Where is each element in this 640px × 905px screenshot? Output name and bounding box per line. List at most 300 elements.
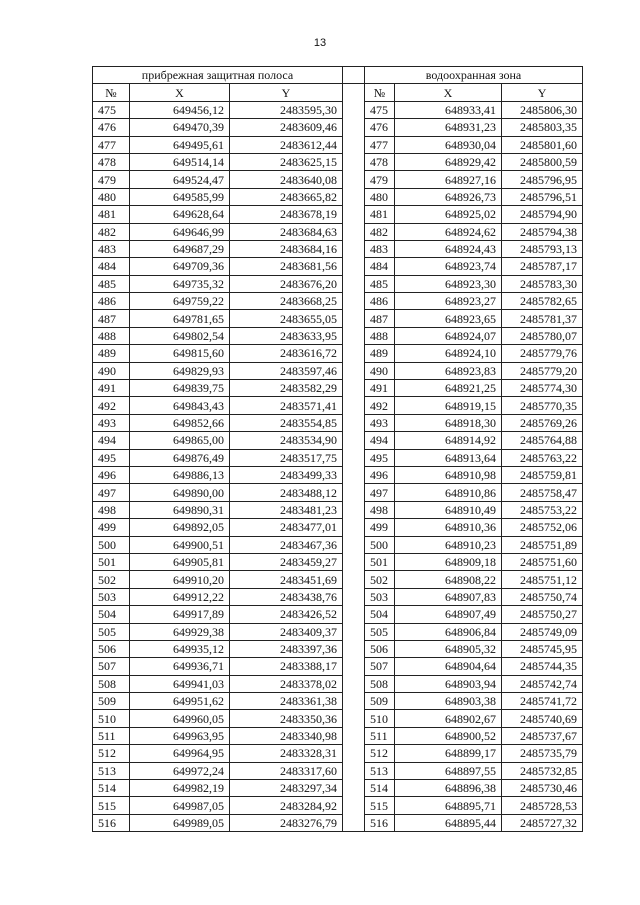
left-x-value: 649929,38	[130, 623, 230, 640]
left-x-value: 649987,05	[130, 797, 230, 814]
left-x-value: 649910,20	[130, 571, 230, 588]
left-x-value: 649964,95	[130, 745, 230, 762]
right-x-value: 648899,17	[395, 745, 502, 762]
table-row	[93, 640, 583, 657]
left-x-value: 649917,89	[130, 606, 230, 623]
left-point-number: 509	[93, 693, 130, 710]
right-x-value: 648923,27	[395, 293, 502, 310]
column-separator	[343, 727, 365, 744]
right-col-num-header: №	[365, 84, 395, 101]
column-separator	[343, 484, 365, 501]
right-point-number: 498	[365, 501, 395, 518]
table-row	[93, 414, 583, 431]
table-row	[93, 745, 583, 762]
left-point-number: 503	[93, 588, 130, 605]
right-point-number: 490	[365, 362, 395, 379]
left-y-value: 2483554,85	[230, 414, 343, 431]
right-y-value: 2485742,74	[502, 675, 583, 692]
right-y-value: 2485806,30	[502, 101, 583, 118]
column-separator	[343, 519, 365, 536]
table-row	[93, 693, 583, 710]
table-row	[93, 223, 583, 240]
right-x-value: 648906,84	[395, 623, 502, 640]
column-separator	[343, 136, 365, 153]
table-row	[93, 119, 583, 136]
left-y-value: 2483499,33	[230, 466, 343, 483]
table-row	[93, 206, 583, 223]
right-point-number: 480	[365, 188, 395, 205]
table-row	[93, 762, 583, 779]
left-y-value: 2483488,12	[230, 484, 343, 501]
left-y-value: 2483477,01	[230, 519, 343, 536]
right-point-number: 494	[365, 432, 395, 449]
left-y-value: 2483665,82	[230, 188, 343, 205]
table-row	[93, 449, 583, 466]
right-point-number: 502	[365, 571, 395, 588]
right-x-value: 648910,49	[395, 501, 502, 518]
table-row	[93, 571, 583, 588]
table-row	[93, 240, 583, 257]
right-y-value: 2485744,35	[502, 658, 583, 675]
right-point-number: 495	[365, 449, 395, 466]
left-point-number: 512	[93, 745, 130, 762]
column-separator	[343, 658, 365, 675]
right-y-value: 2485741,72	[502, 693, 583, 710]
column-separator	[343, 449, 365, 466]
left-x-value: 649963,95	[130, 727, 230, 744]
left-point-number: 499	[93, 519, 130, 536]
left-y-value: 2483676,20	[230, 275, 343, 292]
right-point-number: 506	[365, 640, 395, 657]
right-point-number: 492	[365, 397, 395, 414]
right-point-number: 513	[365, 762, 395, 779]
right-y-value: 2485793,13	[502, 240, 583, 257]
left-y-value: 2483595,30	[230, 101, 343, 118]
left-x-value: 649524,47	[130, 171, 230, 188]
left-y-value: 2483378,02	[230, 675, 343, 692]
right-point-number: 481	[365, 206, 395, 223]
left-x-value: 649781,65	[130, 310, 230, 327]
right-y-value: 2485780,07	[502, 327, 583, 344]
right-x-value: 648910,98	[395, 466, 502, 483]
left-x-value: 649456,12	[130, 101, 230, 118]
left-y-value: 2483276,79	[230, 814, 343, 831]
table-row	[93, 606, 583, 623]
right-x-value: 648909,18	[395, 553, 502, 570]
left-y-value: 2483517,75	[230, 449, 343, 466]
left-y-value: 2483684,16	[230, 240, 343, 257]
left-point-number: 476	[93, 119, 130, 136]
right-point-number: 488	[365, 327, 395, 344]
right-point-number: 500	[365, 536, 395, 553]
left-x-value: 649829,93	[130, 362, 230, 379]
right-col-x-header: X	[395, 84, 502, 101]
right-y-value: 2485783,30	[502, 275, 583, 292]
right-point-number: 484	[365, 258, 395, 275]
right-x-value: 648919,15	[395, 397, 502, 414]
column-separator	[343, 745, 365, 762]
table-row	[93, 153, 583, 170]
left-point-number: 475	[93, 101, 130, 118]
left-y-value: 2483481,23	[230, 501, 343, 518]
table-row	[93, 814, 583, 831]
column-header-row	[93, 84, 583, 101]
table-row	[93, 275, 583, 292]
right-x-value: 648900,52	[395, 727, 502, 744]
left-x-value: 649935,12	[130, 640, 230, 657]
left-point-number: 505	[93, 623, 130, 640]
left-y-value: 2483612,44	[230, 136, 343, 153]
left-y-value: 2483297,34	[230, 780, 343, 797]
left-y-value: 2483633,95	[230, 327, 343, 344]
left-point-number: 487	[93, 310, 130, 327]
right-y-value: 2485750,74	[502, 588, 583, 605]
left-point-number: 477	[93, 136, 130, 153]
right-y-value: 2485735,79	[502, 745, 583, 762]
table-row	[93, 432, 583, 449]
left-point-number: 484	[93, 258, 130, 275]
left-y-value: 2483317,60	[230, 762, 343, 779]
column-separator	[343, 310, 365, 327]
right-y-value: 2485764,88	[502, 432, 583, 449]
left-x-value: 649905,81	[130, 553, 230, 570]
left-y-value: 2483534,90	[230, 432, 343, 449]
left-x-value: 649865,00	[130, 432, 230, 449]
left-x-value: 649982,19	[130, 780, 230, 797]
column-separator	[343, 640, 365, 657]
right-x-value: 648908,22	[395, 571, 502, 588]
left-point-number: 507	[93, 658, 130, 675]
right-y-value: 2485730,46	[502, 780, 583, 797]
left-point-number: 494	[93, 432, 130, 449]
right-y-value: 2485801,60	[502, 136, 583, 153]
left-point-number: 504	[93, 606, 130, 623]
right-point-number: 475	[365, 101, 395, 118]
column-separator	[343, 293, 365, 310]
table-row	[93, 727, 583, 744]
right-point-number: 514	[365, 780, 395, 797]
column-separator	[343, 536, 365, 553]
left-x-value: 649514,14	[130, 153, 230, 170]
left-point-number: 493	[93, 414, 130, 431]
table-row	[93, 136, 583, 153]
right-point-number: 477	[365, 136, 395, 153]
table-row	[93, 710, 583, 727]
right-point-number: 497	[365, 484, 395, 501]
column-separator	[343, 553, 365, 570]
left-y-value: 2483678,19	[230, 206, 343, 223]
left-x-value: 649890,31	[130, 501, 230, 518]
table-row	[93, 362, 583, 379]
right-point-number: 510	[365, 710, 395, 727]
right-x-value: 648902,67	[395, 710, 502, 727]
right-point-number: 496	[365, 466, 395, 483]
right-point-number: 508	[365, 675, 395, 692]
left-point-number: 506	[93, 640, 130, 657]
column-separator	[343, 675, 365, 692]
table-row	[93, 345, 583, 362]
left-point-number: 486	[93, 293, 130, 310]
left-point-number: 514	[93, 780, 130, 797]
left-point-number: 511	[93, 727, 130, 744]
right-x-value: 648907,49	[395, 606, 502, 623]
right-y-value: 2485782,65	[502, 293, 583, 310]
right-point-number: 509	[365, 693, 395, 710]
right-x-value: 648897,55	[395, 762, 502, 779]
right-x-value: 648910,23	[395, 536, 502, 553]
right-point-number: 478	[365, 153, 395, 170]
column-separator	[343, 414, 365, 431]
table-row	[93, 658, 583, 675]
column-separator	[343, 362, 365, 379]
right-y-value: 2485751,12	[502, 571, 583, 588]
left-point-number: 495	[93, 449, 130, 466]
left-point-number: 513	[93, 762, 130, 779]
column-separator	[343, 380, 365, 397]
right-y-value: 2485753,22	[502, 501, 583, 518]
left-x-value: 649890,00	[130, 484, 230, 501]
right-point-number: 487	[365, 310, 395, 327]
left-point-number: 479	[93, 171, 130, 188]
left-point-number: 497	[93, 484, 130, 501]
right-section-title: водоохранная зона	[365, 67, 583, 84]
left-point-number: 483	[93, 240, 130, 257]
right-point-number: 476	[365, 119, 395, 136]
right-x-value: 648931,23	[395, 119, 502, 136]
column-separator	[343, 762, 365, 779]
right-point-number: 512	[365, 745, 395, 762]
right-y-value: 2485794,90	[502, 206, 583, 223]
page-number: 13	[313, 37, 327, 49]
left-y-value: 2483625,15	[230, 153, 343, 170]
column-separator	[343, 797, 365, 814]
right-y-value: 2485749,09	[502, 623, 583, 640]
left-x-value: 649815,60	[130, 345, 230, 362]
left-x-value: 649646,99	[130, 223, 230, 240]
left-point-number: 516	[93, 814, 130, 831]
left-y-value: 2483284,92	[230, 797, 343, 814]
left-point-number: 481	[93, 206, 130, 223]
left-x-value: 649951,62	[130, 693, 230, 710]
left-point-number: 478	[93, 153, 130, 170]
right-x-value: 648924,10	[395, 345, 502, 362]
right-y-value: 2485759,81	[502, 466, 583, 483]
right-x-value: 648895,71	[395, 797, 502, 814]
column-separator	[343, 606, 365, 623]
left-y-value: 2483571,41	[230, 397, 343, 414]
right-x-value: 648923,74	[395, 258, 502, 275]
right-point-number: 507	[365, 658, 395, 675]
table-row	[93, 188, 583, 205]
column-separator	[343, 501, 365, 518]
right-y-value: 2485737,67	[502, 727, 583, 744]
column-separator	[343, 571, 365, 588]
table-row	[93, 623, 583, 640]
right-x-value: 648923,30	[395, 275, 502, 292]
column-separator	[343, 466, 365, 483]
right-x-value: 648926,73	[395, 188, 502, 205]
right-x-value: 648913,64	[395, 449, 502, 466]
right-point-number: 511	[365, 727, 395, 744]
right-x-value: 648925,02	[395, 206, 502, 223]
table-row	[93, 327, 583, 344]
right-point-number: 503	[365, 588, 395, 605]
table-row	[93, 171, 583, 188]
right-y-value: 2485794,38	[502, 223, 583, 240]
right-x-value: 648924,62	[395, 223, 502, 240]
column-separator	[343, 188, 365, 205]
left-y-value: 2483668,25	[230, 293, 343, 310]
column-separator	[343, 397, 365, 414]
right-col-y-header: Y	[502, 84, 583, 101]
right-x-value: 648895,44	[395, 814, 502, 831]
right-y-value: 2485774,30	[502, 380, 583, 397]
right-x-value: 648914,92	[395, 432, 502, 449]
table-row	[93, 293, 583, 310]
left-x-value: 649912,22	[130, 588, 230, 605]
column-separator	[343, 171, 365, 188]
left-point-number: 502	[93, 571, 130, 588]
right-x-value: 648903,94	[395, 675, 502, 692]
left-y-value: 2483681,56	[230, 258, 343, 275]
left-point-number: 491	[93, 380, 130, 397]
right-point-number: 479	[365, 171, 395, 188]
table-row	[93, 380, 583, 397]
left-point-number: 500	[93, 536, 130, 553]
table-row	[93, 536, 583, 553]
right-y-value: 2485740,69	[502, 710, 583, 727]
left-y-value: 2483467,36	[230, 536, 343, 553]
right-y-value: 2485751,89	[502, 536, 583, 553]
column-separator	[343, 780, 365, 797]
left-x-value: 649936,71	[130, 658, 230, 675]
right-y-value: 2485779,76	[502, 345, 583, 362]
table-row	[93, 519, 583, 536]
left-point-number: 485	[93, 275, 130, 292]
table-row	[93, 310, 583, 327]
left-y-value: 2483328,31	[230, 745, 343, 762]
right-y-value: 2485745,95	[502, 640, 583, 657]
left-x-value: 649802,54	[130, 327, 230, 344]
left-point-number: 501	[93, 553, 130, 570]
column-separator	[343, 814, 365, 831]
right-y-value: 2485728,53	[502, 797, 583, 814]
right-y-value: 2485803,35	[502, 119, 583, 136]
right-point-number: 489	[365, 345, 395, 362]
column-separator	[343, 588, 365, 605]
left-x-value: 649886,13	[130, 466, 230, 483]
left-x-value: 649852,66	[130, 414, 230, 431]
column-separator	[343, 327, 365, 344]
left-point-number: 508	[93, 675, 130, 692]
right-point-number: 493	[365, 414, 395, 431]
right-y-value: 2485750,27	[502, 606, 583, 623]
right-x-value: 648923,65	[395, 310, 502, 327]
right-y-value: 2485727,32	[502, 814, 583, 831]
right-y-value: 2485758,47	[502, 484, 583, 501]
left-x-value: 649989,05	[130, 814, 230, 831]
right-x-value: 648910,36	[395, 519, 502, 536]
table-row	[93, 675, 583, 692]
right-y-value: 2485800,59	[502, 153, 583, 170]
right-y-value: 2485787,17	[502, 258, 583, 275]
left-y-value: 2483340,98	[230, 727, 343, 744]
right-y-value: 2485779,20	[502, 362, 583, 379]
right-point-number: 499	[365, 519, 395, 536]
column-separator	[343, 345, 365, 362]
left-y-value: 2483459,27	[230, 553, 343, 570]
left-y-value: 2483597,46	[230, 362, 343, 379]
left-y-value: 2483438,76	[230, 588, 343, 605]
left-x-value: 649839,75	[130, 380, 230, 397]
left-y-value: 2483426,52	[230, 606, 343, 623]
left-x-value: 649900,51	[130, 536, 230, 553]
right-point-number: 504	[365, 606, 395, 623]
table-row	[93, 397, 583, 414]
right-x-value: 648896,38	[395, 780, 502, 797]
table-row	[93, 553, 583, 570]
right-x-value: 648929,42	[395, 153, 502, 170]
left-x-value: 649759,22	[130, 293, 230, 310]
left-y-value: 2483451,69	[230, 571, 343, 588]
right-point-number: 491	[365, 380, 395, 397]
column-separator	[343, 240, 365, 257]
left-point-number: 515	[93, 797, 130, 814]
right-point-number: 483	[365, 240, 395, 257]
column-separator	[343, 223, 365, 240]
left-x-value: 649876,49	[130, 449, 230, 466]
left-x-value: 649972,24	[130, 762, 230, 779]
right-point-number: 485	[365, 275, 395, 292]
left-y-value: 2483616,72	[230, 345, 343, 362]
table-row	[93, 501, 583, 518]
right-y-value: 2485763,22	[502, 449, 583, 466]
left-point-number: 490	[93, 362, 130, 379]
right-x-value: 648904,64	[395, 658, 502, 675]
left-x-value: 649585,99	[130, 188, 230, 205]
right-x-value: 648905,32	[395, 640, 502, 657]
left-x-value: 649960,05	[130, 710, 230, 727]
table-row	[93, 258, 583, 275]
left-y-value: 2483409,37	[230, 623, 343, 640]
right-x-value: 648930,04	[395, 136, 502, 153]
left-section-title: прибрежная защитная полоса	[93, 67, 343, 84]
left-y-value: 2483361,38	[230, 693, 343, 710]
right-point-number: 486	[365, 293, 395, 310]
right-x-value: 648903,38	[395, 693, 502, 710]
left-y-value: 2483350,36	[230, 710, 343, 727]
column-separator	[343, 153, 365, 170]
right-x-value: 648933,41	[395, 101, 502, 118]
column-separator	[343, 693, 365, 710]
left-x-value: 649687,29	[130, 240, 230, 257]
right-x-value: 648921,25	[395, 380, 502, 397]
left-point-number: 492	[93, 397, 130, 414]
right-point-number: 516	[365, 814, 395, 831]
column-separator	[343, 119, 365, 136]
column-separator	[343, 710, 365, 727]
column-separator	[343, 84, 365, 101]
left-point-number: 498	[93, 501, 130, 518]
left-point-number: 489	[93, 345, 130, 362]
left-point-number: 488	[93, 327, 130, 344]
left-point-number: 482	[93, 223, 130, 240]
right-y-value: 2485796,95	[502, 171, 583, 188]
left-x-value: 649843,43	[130, 397, 230, 414]
table-row	[93, 780, 583, 797]
column-separator	[343, 206, 365, 223]
left-x-value: 649628,64	[130, 206, 230, 223]
